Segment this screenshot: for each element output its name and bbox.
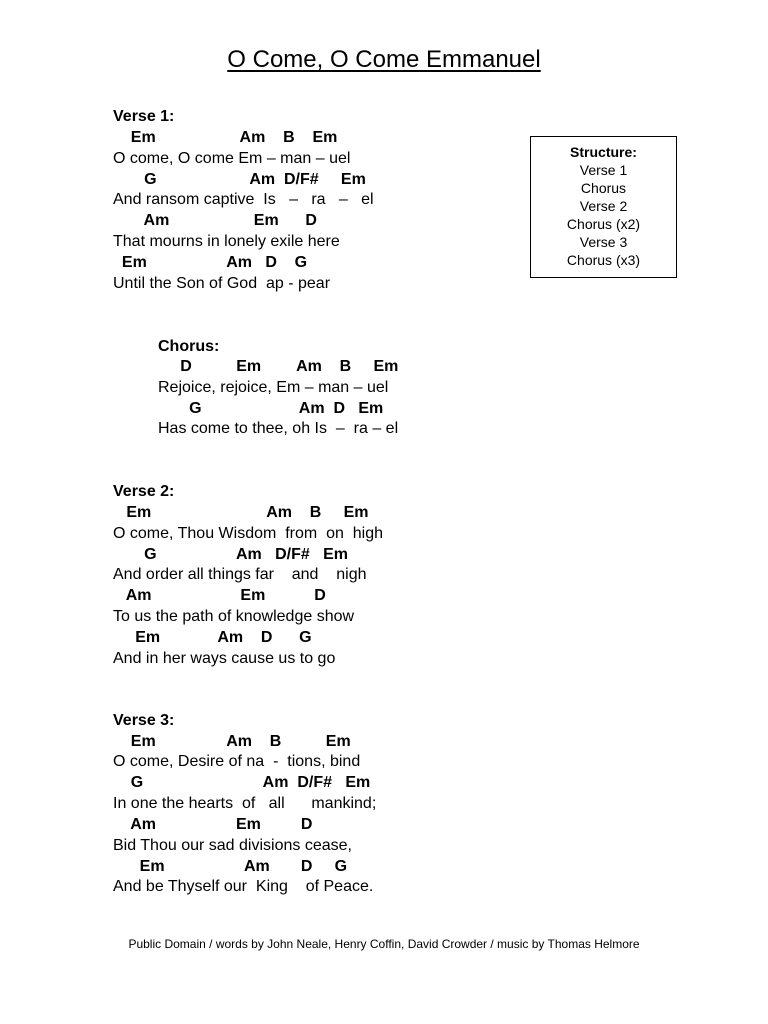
chord-line: G Am D/F# Em (113, 171, 366, 188)
structure-item: Chorus (x3) (566, 252, 641, 268)
chord-line: Em Am D G (113, 858, 348, 875)
structure-box (530, 136, 677, 278)
chord-line: G Am D Em (158, 400, 384, 417)
chord-line: Em Am D G (113, 629, 312, 646)
verse2-heading: Verse 2: (113, 483, 175, 500)
footer-credits: Public Domain / words by John Neale, Henry Coffin, David Crowder / music by Thomas Helmore (128, 937, 640, 951)
lyric-line: Bid Thou our sad divisions cease, (113, 837, 352, 854)
structure-item: Chorus (x2) (566, 216, 641, 232)
structure-item: Verse 2 (579, 198, 628, 214)
lyric-line: O come, Thou Wisdom from on high (113, 525, 384, 542)
lyric-line: And be Thyself our King of Peace. (113, 878, 374, 895)
chord-line: Em Am D G (113, 254, 308, 271)
structure-item: Verse 3 (579, 234, 628, 250)
verse1-heading: Verse 1: (113, 108, 175, 125)
lyric-line: And order all things far and nigh (113, 566, 367, 583)
lyric-line: That mourns in lonely exile here (113, 233, 340, 250)
chord-line: Em Am B Em (113, 733, 351, 750)
lyric-line: Until the Son of God ap - pear (113, 275, 331, 292)
chord-line: D Em Am B Em (158, 358, 399, 375)
lyric-line: O come, Desire of na - tions, bind (113, 753, 361, 770)
lyric-line: And in her ways cause us to go (113, 650, 336, 667)
song-title: O Come, O Come Emmanuel (227, 46, 541, 73)
chord-line: Am Em D (113, 816, 313, 833)
lyric-line: In one the hearts of all mankind; (113, 795, 377, 812)
chord-line: Am Em D (113, 587, 326, 604)
structure-item: Verse 1 (579, 162, 628, 178)
chord-line: Am Em D (113, 212, 317, 229)
chord-line: Em Am B Em (113, 504, 369, 521)
verse3-heading: Verse 3: (113, 712, 175, 729)
lyric-line: Has come to thee, oh Is – ra – el (158, 420, 399, 437)
lyric-line: And ransom captive Is – ra – el (113, 191, 374, 208)
chord-line: G Am D/F# Em (113, 546, 349, 563)
chord-line: Em Am B Em (113, 129, 338, 146)
structure-title: Structure: (570, 144, 637, 160)
structure-item: Chorus (580, 180, 627, 196)
lyric-line: To us the path of knowledge show (113, 608, 355, 625)
lyric-line: O come, O come Em – man – uel (113, 150, 351, 167)
chord-line: G Am D/F# Em (113, 774, 371, 791)
lyric-line: Rejoice, rejoice, Em – man – uel (158, 379, 389, 396)
chorus-heading: Chorus: (158, 338, 220, 355)
